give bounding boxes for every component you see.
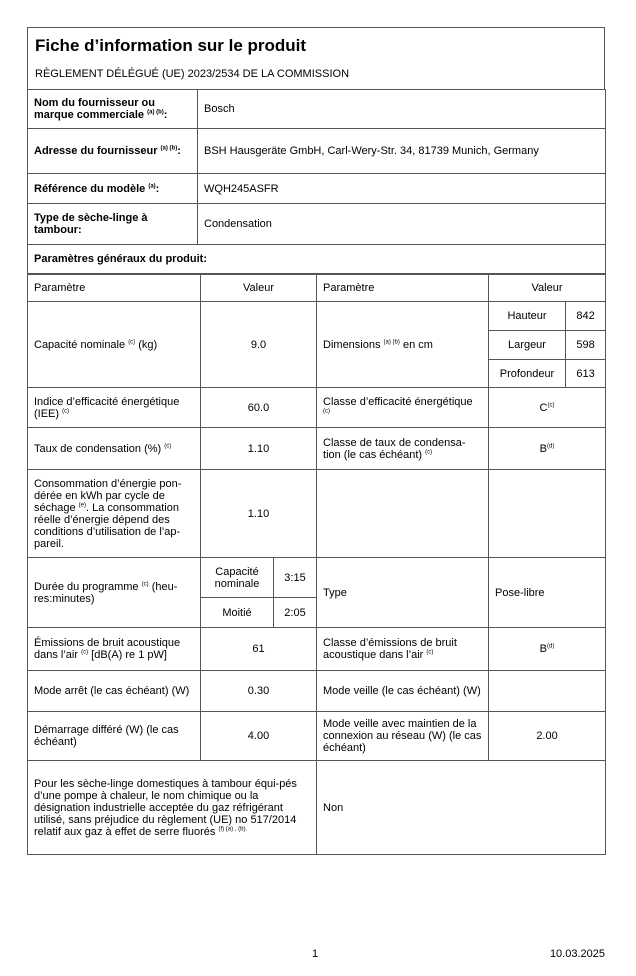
width-label: Largeur [489, 331, 566, 360]
duration-rated-label: Capacité nominale [201, 558, 274, 598]
refrigerant-value: Non [317, 761, 606, 855]
condensation-label: Taux de condensation (%) $^{(c)}$ [28, 428, 201, 470]
height-value: 842 [566, 302, 606, 331]
dryer-type-row [28, 204, 606, 245]
document-date: 10.03.2025 [549, 948, 605, 960]
parameters-table [27, 274, 606, 855]
general-parameters-heading: Paramètres généraux du produit: [28, 245, 606, 274]
supplier-name-label: Nom du fournisseur ou marque commerciale $^{(a) (b)}$: [28, 90, 198, 129]
dryer-type-label: Type de sèche-linge à tambour: [28, 204, 198, 245]
networked-standby-label: Mode veille avec maintien de la connexion au réseau (W) (le cas échéant) [317, 712, 489, 761]
capacity-row [28, 302, 606, 331]
duration-rated-row [28, 558, 606, 598]
column-header-parameter: Paramètre [28, 275, 201, 302]
model-reference-value: WQH245ASFR [198, 174, 606, 204]
column-header-value-2: Valeur [489, 275, 606, 302]
noise-value: 61 [201, 628, 317, 671]
height-label: Hauteur [489, 302, 566, 331]
condensation-class-label: Classe de taux de condensa-tion (le cas échéant) $^{(c)}$ [317, 428, 489, 470]
duration-half-value: 2:05 [274, 598, 317, 628]
noise-class-value: $B^{(d)}$ [489, 628, 606, 671]
page-title: Fiche d’information sur le produit [35, 36, 307, 55]
noise-class-label: Classe d’émissions de bruit acoustique dans l’air $^{(c)}$ [317, 628, 489, 671]
energy-efficiency-row [28, 388, 606, 428]
duration-half-label: Moitié [201, 598, 274, 628]
noise-label: Émissions de bruit acoustique dans l’air $^{(c)}$ [dB(A) re 1 pW] [28, 628, 201, 671]
energy-class-value: $C^{(c)}$ [489, 388, 606, 428]
depth-value: 613 [566, 360, 606, 388]
dryer-type-value: Condensation [198, 204, 606, 245]
condensation-value: 1.10 [201, 428, 317, 470]
delay-start-label: Démarrage différé (W) (le cas échéant) [28, 712, 201, 761]
standby-value [489, 671, 606, 712]
refrigerant-row [28, 761, 606, 855]
supplier-address-row [28, 129, 606, 174]
energy-class-label: Classe d’efficacité énergétique $^{(c)}$ [317, 388, 489, 428]
off-mode-label: Mode arrêt (le cas échéant) (W) [28, 671, 201, 712]
depth-label: Profondeur [489, 360, 566, 388]
condensation-row [28, 428, 606, 470]
empty-cell [489, 470, 606, 558]
sheet-header [27, 27, 605, 89]
general-parameters-heading-row [28, 245, 606, 274]
page-number: 1 [312, 948, 319, 960]
parameters-header-row [28, 275, 606, 302]
model-reference-row [28, 174, 606, 204]
delay-start-row [28, 712, 606, 761]
supplier-name-value: Bosch [198, 90, 606, 129]
column-header-parameter-2: Paramètre [317, 275, 489, 302]
noise-row [28, 628, 606, 671]
type-label: Type [317, 558, 489, 628]
off-mode-row [28, 671, 606, 712]
supplier-table [27, 89, 606, 274]
supplier-address-value: BSH Hausgeräte GmbH, Carl-Wery-Str. 34, 81739 Munich, Germany [198, 129, 606, 174]
column-header-value: Valeur [201, 275, 317, 302]
dimensions-label: Dimensions $^{(a) (b)}$ en cm [317, 302, 489, 388]
energy-consumption-label: Consommation d’énergie pon-dérée en kWh par cycle de séchage $^{(e)}$. La consommation réelle d’énergie dépend des conditions d’utilisation de l’ap-pareil. [28, 470, 201, 558]
eei-label: Indice d’efficacité énergétique (IEE) $^{(c)}$ [28, 388, 201, 428]
duration-label: Durée du programme $^{(c)}$ (heu-res:minutes) [28, 558, 201, 628]
empty-cell [317, 470, 489, 558]
supplier-address-label: Adresse du fournisseur $^{(a) (b)}$: [28, 129, 198, 174]
product-information-sheet [27, 27, 605, 855]
supplier-name-row [28, 90, 606, 129]
energy-consumption-value: 1.10 [201, 470, 317, 558]
refrigerant-label: Pour les sèche-linge domestiques à tambour équi-pés d’une pompe à chaleur, le nom chimique ou la désignation industrielle acceptée du gaz réfrigérant utilisé, sans préjudice du règlement (UE) no 517/2014 relatif aux gaz à effet de serre fluorés $^{(f) (a) , (b).}$ [28, 761, 317, 855]
standby-label: Mode veille (le cas échéant) (W) [317, 671, 489, 712]
model-reference-label: Référence du modèle $^{(a)}$: [28, 174, 198, 204]
energy-consumption-row [28, 470, 606, 558]
duration-rated-value: 3:15 [274, 558, 317, 598]
capacity-value: 9.0 [201, 302, 317, 388]
type-value: Pose-libre [489, 558, 606, 628]
regulation-reference: RÈGLEMENT DÉLÉGUÉ (UE) 2023/2534 DE LA COMMISSION [35, 68, 350, 80]
capacity-label: Capacité nominale $^{(c)}$ (kg) [28, 302, 201, 388]
condensation-class-value: $B^{(d)}$ [489, 428, 606, 470]
eei-value: 60.0 [201, 388, 317, 428]
off-mode-value: 0.30 [201, 671, 317, 712]
width-value: 598 [566, 331, 606, 360]
networked-standby-value: 2.00 [489, 712, 606, 761]
delay-start-value: 4.00 [201, 712, 317, 761]
